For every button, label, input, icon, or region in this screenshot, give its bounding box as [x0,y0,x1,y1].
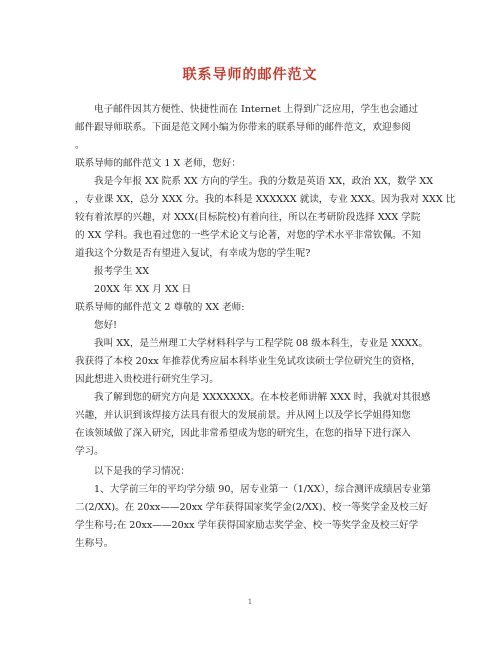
text-line: 我叫 XX，是兰州理工大学材料科学与工程学院 08 级本科生，专业是 XXXX。 [94,338,429,349]
text-line: 较有着浓厚的兴趣，对 XXX(目标院校)有着向往，所以在考研阶段选择 XXX 学院 [75,212,421,223]
text-line: 我获得了本校 20xx 年推荐优秀应届本科毕业生免试攻读硕士学位研究生的资格， [75,356,421,367]
text-line: 在该领域做了深入研究，因此非常希望成为您的研究生，在您的指导下进行深入 [75,428,411,439]
text-line: 邮件跟导师联系。下面是范文网小编为你带来的联系导师的邮件范文，欢迎参阅 [75,122,411,133]
text-line: 联系导师的邮件范文 1 X 老师，您好： [75,158,241,169]
text-line: 。 [75,140,85,151]
text-line: 生称号。 [75,538,114,549]
text-line: 联系导师的邮件范文 2 尊敬的 XX 老师: [75,302,245,313]
text-line: 20XX 年 XX 月 XX 日 [94,284,192,295]
text-line: 的 XX 学科。我也看过您的一些学术论文与论著，对您的学术水平非常钦佩。不知 [75,230,421,241]
text-line: 学生称号;在 20xx——20xx 学年获得国家励志奖学金、校一等奖学金及校三好学 [75,520,419,531]
text-line: 1、大学前三年的平均学分绩 90，居专业第一（1/XX），综合测评成绩居专业第 [94,484,431,495]
page-number: 1 [247,598,253,606]
text-line: 兴趣，并认识到该焊接方法具有很大的发展前景。并从网上以及学长学姐得知您 [75,410,411,421]
text-line: 二(2/XX)。在 20xx——20xx 学年获得国家奖学金(2/XX)、校一等奖学金及校三好 [75,502,428,513]
text-line: 学习。 [75,446,104,457]
text-line: 您好! [94,320,118,331]
text-line: 因此想进入贵校进行研究生学习。 [75,374,219,385]
text-line: ，专业课 XX，总分 XXX 分。我的本科是 XXXXXX 就读，专业 XXX。因为我对 XXX 比 [75,194,456,205]
text-line: 电子邮件因其方便性、快捷性而在 Internet 上得到广泛应用，学生也会通过 [94,104,419,115]
document-title: 联系导师的邮件范文 [182,67,318,83]
text-line: 我了解到您的研究方向是 XXXXXXX。在本校老师讲解 XXX 时，我就对其很感 [94,392,431,403]
text-line: 以下是我的学习情况： [94,466,190,477]
text-line: 报考学生 XX [94,266,150,277]
text-line: 我是今年报 XX 院系 XX 方向的学生。我的分数是英语 XX，政治 XX，数学 XX [94,176,434,187]
text-line: 道我这个分数是否有望进入复试，有幸成为您的学生呢? [75,248,311,259]
